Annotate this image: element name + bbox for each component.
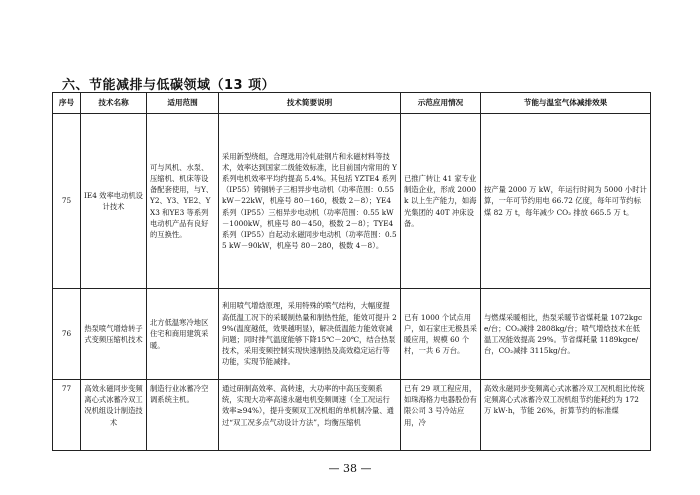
table-header-row [53, 93, 651, 114]
row-num: 77 [53, 380, 81, 451]
row-scope: 北方低温寒冷地区住宅和商用建筑采暖。 [147, 289, 219, 380]
row-num: 75 [53, 114, 81, 289]
row-scope: 制造行业冰蓄冷空调系统主机。 [147, 380, 219, 451]
row-effect: 按产量 2000 万 kW，年运行时间为 5000 小时计算，一年可节约用电 66.72 亿度，每年可节约标煤 82 万 t，每年减少 CO₂ 排放 665.5 万 t。 [481, 114, 651, 289]
row-name: 高效永磁同步变频离心式冰蓄冷双工况机组设计制造技术 [81, 380, 147, 451]
row-desc: 利用喷气增焓原理，采用特殊的喷气结构，大幅度提高低温工况下的采暖制热量和制热性能，能效可提升 29%(温度越低，效果越明显)，解决低温能力能效衰减问题；同时排气温度能够下降15℃－20℃，结合热泵技术，采用变频控制实现快速制热及高效稳定运行等功能，实现节能减排。 [219, 289, 401, 380]
section-title: 六、节能减排与低碳领域（13 项） [62, 78, 276, 93]
row-demo: 已推广转让 41 家专业制造企业，形成 2000k 以上生产能力，如海光集团的 40T 冲床设备。 [401, 114, 481, 289]
header-demo: 示范应用情况 [401, 93, 481, 114]
page-number: — 38 — [328, 462, 372, 475]
row-demo: 已有 29 项工程应用，如珠海格力电器股份有限公司 3 号冷站应用，冷 [401, 380, 481, 451]
row-effect: 高效永磁同步变频离心式冰蓄冷双工况机组比传统定频离心式冰蓄冷双工况机组节约能耗约为 172 万 kW·h，节能 26%，折算节约的标准煤 [481, 380, 651, 451]
row-demo: 已有 1000 个试点用户，如石家庄无极县采暖应用，规模 60 个村，一共 6 万台。 [401, 289, 481, 380]
row-name: 热泵喷气增焓转子式变频压缩机技术 [81, 289, 147, 380]
header-name: 技术名称 [81, 93, 147, 114]
table-row [53, 114, 651, 289]
row-num: 76 [53, 289, 81, 380]
row-name: IE4 效率电动机设计技术 [81, 114, 147, 289]
row-effect: 与燃煤采暖相比，热泵采暖节省煤耗量 1072kgce/台；CO₂减排 2808kg/台；喷气增焓技术在低温工况能效提高 29%。节省煤耗量 1189kgce/台，CO₂减排 3115kg/台。 [481, 289, 651, 380]
row-desc: 采用新型绕组，合理选用冷轧硅钢片和永磁材料等技术，效率达到国家二级能效标准，比目前国内常用的 Y 系列电机效率平均约提高 5.4%。其包括 YZTE4 系列（IP55）铸铜转子三相异步电动机（功率范围：0.55 kW－22kW，机座号 80－160，极数 2－8）；YE4 系列（IP55）三相异步电动机（功率范围：0.55 kW－1000kW，机座号 80－450，极数 2－8）；TYE4 系列（IP55）自起动永磁同步电动机（功率范围：0.55 kW－90kW，机座号 80－280，极数 4－8）。 [219, 114, 401, 289]
header-scope: 适用范围 [147, 93, 219, 114]
row-desc: 通过研制高效率、高转速，大功率的中高压变频系统，实现大功率高速永磁电机变频调速（全工况运行效率≥94%），提升变频双工况机组的单机制冷量、通过“双工况多点气动设计方法”，均衡压缩机 [219, 380, 401, 451]
table-row [53, 289, 651, 380]
header-effect: 节能与温室气体减排效果 [481, 93, 651, 114]
row-scope: 可与风机、水泵、压缩机、机床等设备配套使用，与Y、Y2、Y3、YE2、YX3 和YE3 等系列电动机产品有良好的互换性。 [147, 114, 219, 289]
header-desc: 技术简要说明 [219, 93, 401, 114]
table-row [53, 380, 651, 451]
technology-table [52, 92, 651, 451]
header-num: 序号 [53, 93, 81, 114]
